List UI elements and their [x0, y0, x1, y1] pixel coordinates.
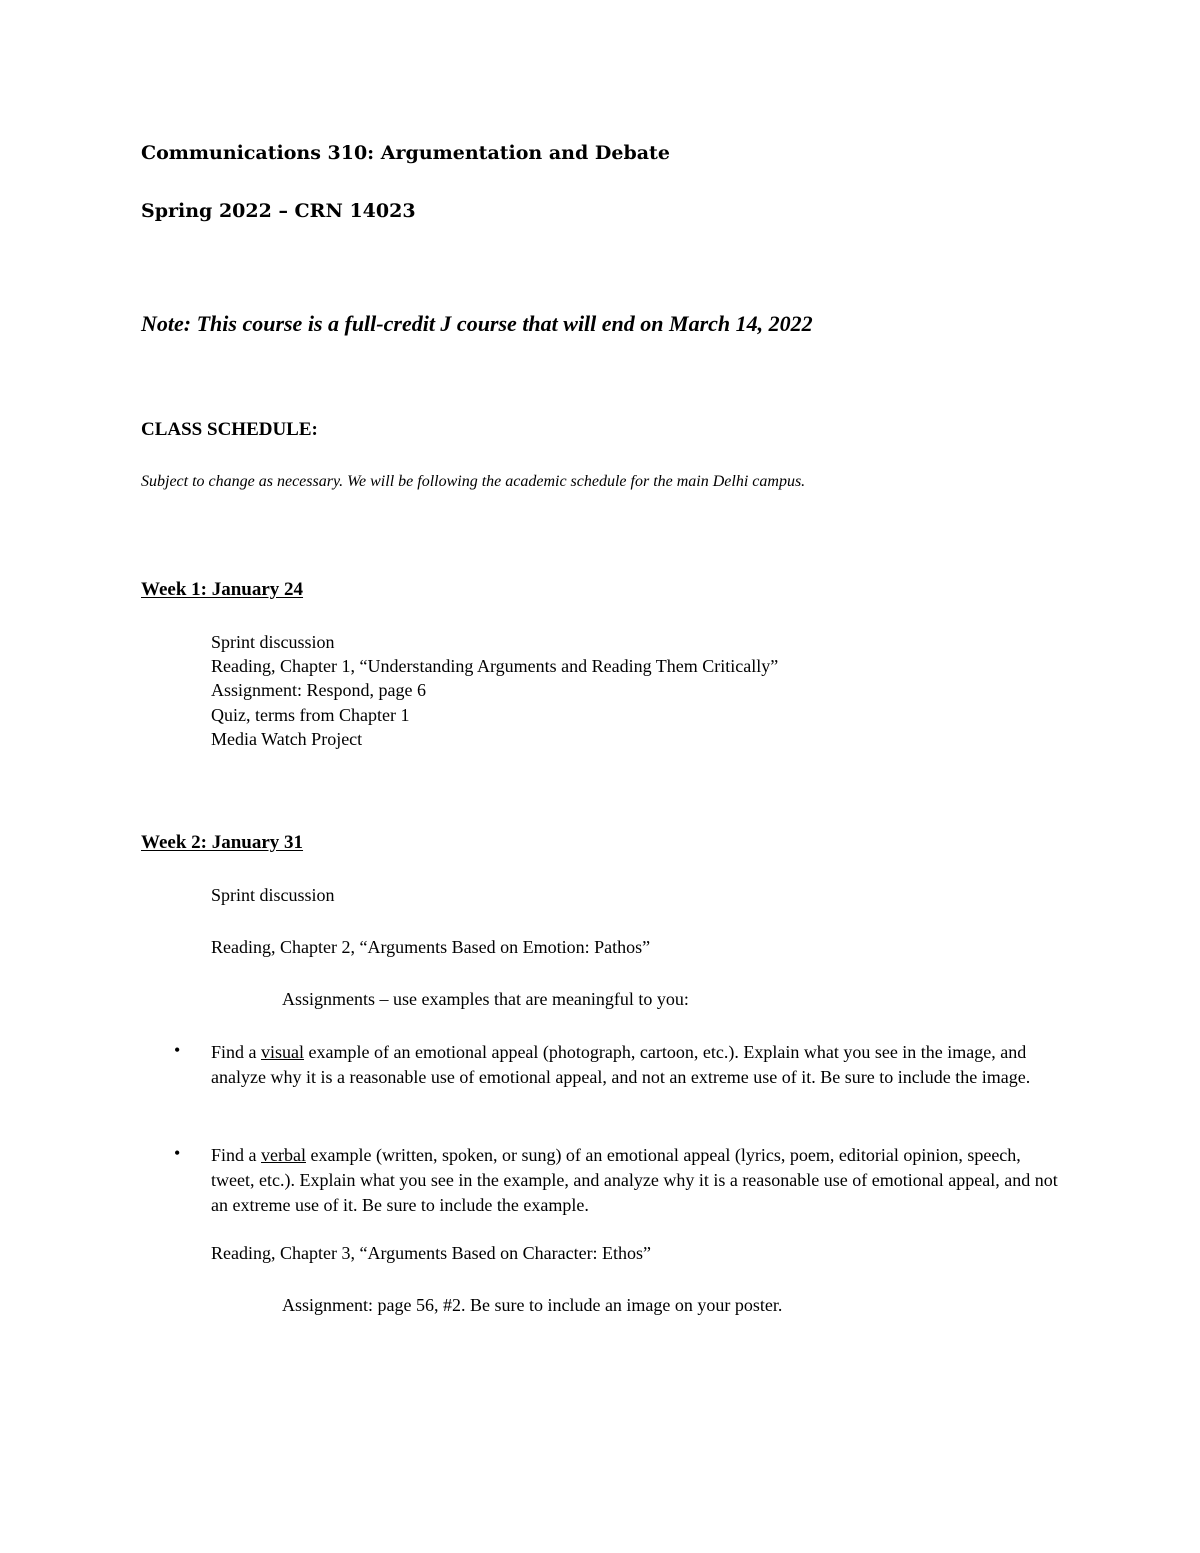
- week1-item: Quiz, terms from Chapter 1: [211, 705, 410, 725]
- week1-item: Sprint discussion: [211, 632, 335, 652]
- week1-item: Reading, Chapter 1, “Understanding Arguments and Reading Them Critically”: [211, 656, 779, 676]
- bullet-text: example of an emotional appeal (photograph, cartoon, etc.). Explain what you see in the image, and analyze why it is a reasonable use of emotional appeal, and not an extreme use of it. Be sure to include the image.: [211, 1042, 1031, 1087]
- bullet-icon: •: [174, 1143, 181, 1163]
- bullet-prefix: Find a: [211, 1042, 262, 1062]
- week2-heading: Week 2: January 31: [141, 832, 304, 853]
- week2-reading-ch2: Reading, Chapter 2, “Arguments Based on Emotion: Pathos”: [211, 937, 651, 957]
- bullet-paragraph-verbal: [211, 1143, 1061, 1218]
- week2-assignment-ch3: Assignment: page 56, #2. Be sure to include an image on your poster.: [282, 1295, 783, 1315]
- term-line: Spring 2022 – CRN 14023: [141, 200, 416, 222]
- bullet-text: example (written, spoken, or sung) of an emotional appeal (lyrics, poem, editorial opinion, speech, tweet, etc.). Explain what you see in the example, and analyze why it is a reasonable use of emotional appeal, and not an extreme use of it. Be sure to include the example.: [211, 1145, 1058, 1215]
- bullet-emphasis: verbal: [261, 1145, 306, 1165]
- schedule-subheading: Subject to change as necessary. We will be following the academic schedule for the main Delhi campus.: [141, 473, 806, 490]
- week2-assignments-intro: Assignments – use examples that are meaningful to you:: [282, 989, 689, 1009]
- bullet-icon: •: [174, 1040, 181, 1060]
- week2-sprint: Sprint discussion: [211, 885, 335, 905]
- bullet-prefix: Find a: [211, 1145, 262, 1165]
- week1-item: Media Watch Project: [211, 729, 363, 749]
- course-title: Communications 310: Argumentation and Debate: [141, 142, 670, 164]
- week1-item: Assignment: Respond, page 6: [211, 680, 426, 700]
- week2-reading-ch3: Reading, Chapter 3, “Arguments Based on Character: Ethos”: [211, 1243, 652, 1263]
- course-note: Note: This course is a full-credit J course that will end on March 14, 2022: [141, 311, 813, 336]
- schedule-heading: CLASS SCHEDULE:: [141, 419, 318, 440]
- bullet-paragraph-visual: [211, 1040, 1061, 1090]
- bullet-emphasis: visual: [261, 1042, 305, 1062]
- week1-heading: Week 1: January 24: [141, 579, 304, 600]
